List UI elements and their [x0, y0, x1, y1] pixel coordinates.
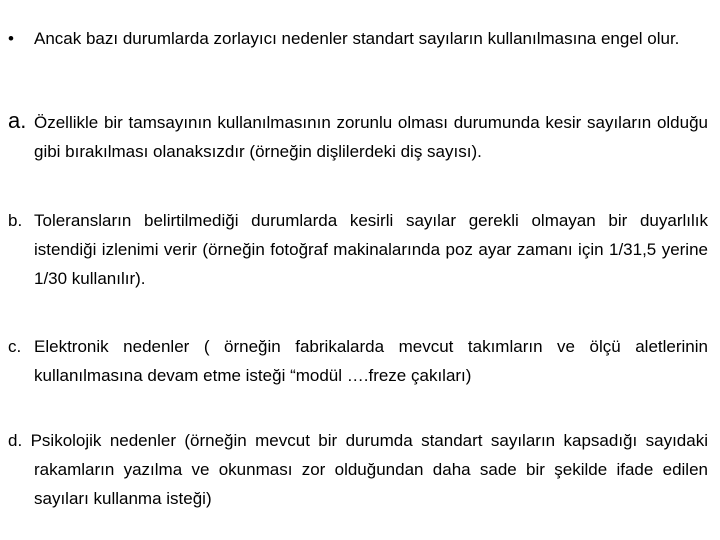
list-item-marker: a. [8, 108, 27, 133]
bullet-marker: • [8, 29, 14, 48]
list-item-text: Psikolojik nedenler (örneğin mevcut bir durumda standart sayıların kapsadığı sayıdaki rakamların yazılma ve okunması zor olduğundan daha sade bir şekilde ifade edilen sayıları kullanma isteği) [30, 431, 708, 508]
list-item-d [8, 426, 708, 513]
list-item-c [8, 332, 708, 390]
list-item-d-wrap [8, 426, 708, 513]
list-item-a [8, 108, 708, 166]
bullet-item-text: Ancak bazı durumlarda zorlayıcı nedenler standart sayıların kullanılmasına engel olur. [34, 29, 680, 48]
list-item-text: Toleransların belirtilmediği durumlarda kesirli sayılar gerekli olmayan bir duyarlılık istendiği izlenimi verir (örneğin fotoğraf makinalarında poz ayar zamanı için 1/31,5 yerine 1/30 kullanılır). [34, 211, 708, 288]
list-item-marker: d. [8, 431, 23, 450]
list-item-text: Elektronik nedenler ( örneğin fabrikalarda mevcut takımların ve ölçü aletlerinin kullanılmasına devam etme isteği “modül ….freze çakıları) [34, 337, 708, 385]
list-item-text: Özellikle bir tamsayının kullanılmasının zorunlu olması durumunda kesir sayıların olduğu gibi bırakılması olanaksızdır (örneğin dişlilerdeki diş sayısı). [34, 113, 708, 161]
list-item-b [8, 206, 708, 293]
list-item-marker: c. [8, 337, 22, 356]
list-item-marker: b. [8, 211, 23, 230]
bullet-item [8, 29, 708, 49]
